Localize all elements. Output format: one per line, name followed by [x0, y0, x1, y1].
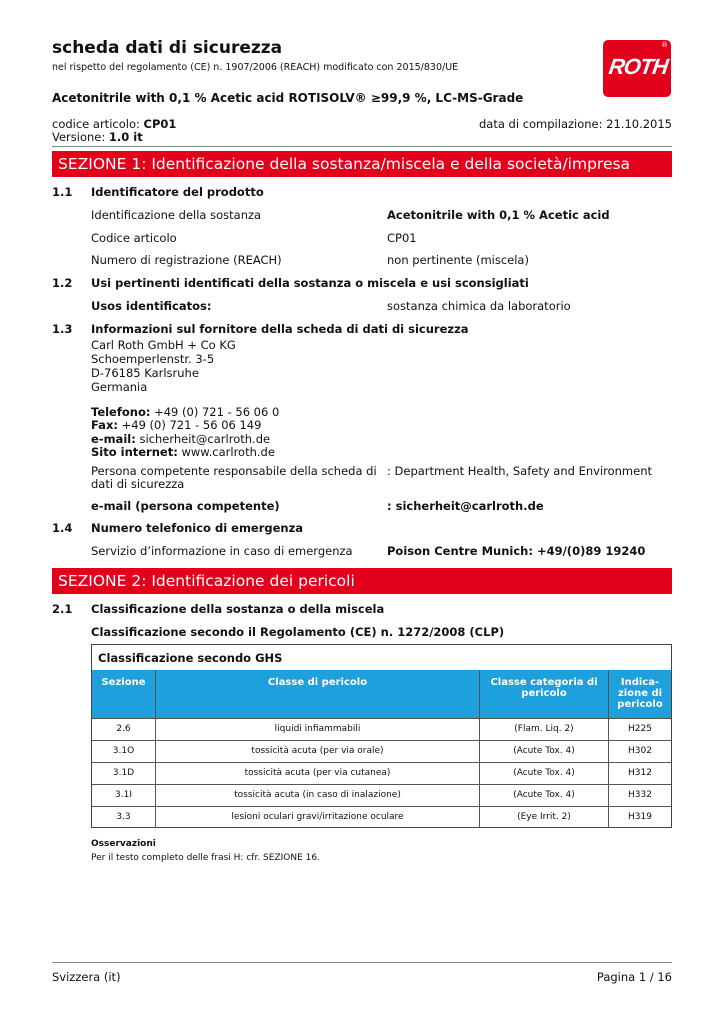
registered-mark: ®: [661, 41, 668, 49]
table-row: [92, 718, 671, 741]
fax-line: [91, 418, 261, 432]
field-label: Numero di registrazione (REACH): [91, 253, 282, 267]
article-code-label: codice articolo:: [52, 117, 140, 131]
cell-h-code: H319: [628, 812, 652, 822]
column-header-text: pericolo: [521, 688, 567, 699]
compilation-date: data di compilazione: 21.10.2015: [478, 117, 672, 131]
cell-classe: lesioni oculari gravi/irritazione oculare: [231, 812, 404, 822]
column-header-classe: [156, 677, 479, 688]
cell-classe: tossicità acuta (per via cutanea): [244, 768, 391, 778]
column-header-text: Sezione: [101, 677, 146, 688]
subsection-heading: Identificatore del prodotto: [91, 185, 264, 199]
field-value: non pertinente (miscela): [387, 253, 529, 267]
section-number: 1.2: [52, 276, 73, 290]
document-subtitle: nel rispetto del regolamento (CE) n. 1907/2006 (REACH) modificato con 2015/830/UE: [52, 62, 459, 73]
field-value: sostanza chimica da laboratorio: [387, 299, 571, 313]
section-number: 2.1: [52, 602, 73, 616]
clp-heading: Classificazione secondo il Regolamento (CE) n. 1272/2008 (CLP): [91, 625, 505, 639]
cell-categoria: (Flam. Liq. 2): [514, 724, 574, 734]
cell-sezione: 3.1O: [112, 746, 135, 756]
cell-sezione: 3.1D: [112, 768, 135, 778]
website-label: Sito internet:: [91, 445, 178, 459]
email-value: sicherheit@carlroth.de: [135, 432, 271, 446]
cell-classe: tossicità acuta (in caso di inalazione): [234, 790, 401, 800]
article-code-line: [52, 117, 176, 131]
cell-h-code: H225: [628, 724, 652, 734]
section-number: 1.3: [52, 322, 73, 336]
cell-sezione: 3.3: [116, 812, 131, 822]
roth-logo: [603, 40, 671, 97]
address-line: Carl Roth GmbH + Co KG: [91, 338, 236, 352]
footer-country: Svizzera (it): [52, 970, 121, 984]
cell-classe: tossicità acuta (per via orale): [251, 746, 384, 756]
field-value: CP01: [387, 231, 417, 245]
column-header-indicazione: [609, 677, 671, 710]
column-header-text: zione di: [617, 688, 663, 699]
section-number: 1.1: [52, 185, 73, 199]
field-label: Codice articolo: [91, 231, 177, 245]
section-number: 1.4: [52, 521, 73, 535]
fax-value: +49 (0) 721 - 56 06 149: [117, 418, 262, 432]
subsection-heading: Numero telefonico di emergenza: [91, 521, 304, 535]
cell-h-code: H332: [628, 790, 652, 800]
logo-text: ROTH: [607, 54, 670, 79]
table-row: [92, 806, 671, 829]
table-header: [92, 670, 671, 718]
field-label: Usos identificatos:: [91, 299, 212, 313]
column-header-text: Classe di pericolo: [267, 677, 368, 688]
version-value: 1.0 it: [108, 130, 143, 144]
phone-line: [91, 405, 279, 419]
competent-person-label: Persona competente responsabile della scheda di: [91, 464, 377, 478]
table-row: [92, 740, 671, 763]
product-name: Acetonitrile with 0,1 % Acetic acid ROTISOLV® ≥99,9 %, LC-MS-Grade: [52, 91, 524, 105]
website-value: www.carlroth.de: [177, 445, 275, 459]
column-header-text: Indica-: [620, 677, 660, 688]
subsection-heading: Informazioni sul fornitore della scheda di dati di sicurezza: [91, 322, 469, 336]
cell-classe: liquidi infiammabili: [274, 724, 361, 734]
table-title: Classificazione secondo GHS: [98, 651, 283, 665]
footer-divider: [52, 962, 672, 963]
ghs-classification-table: [91, 644, 672, 828]
cell-h-code: H302: [628, 746, 652, 756]
field-label: Identificazione della sostanza: [91, 208, 262, 222]
column-header-categoria: [480, 677, 608, 699]
address-line: D-76185 Karlsruhe: [91, 366, 199, 380]
header-divider: [52, 146, 672, 147]
section-1-heading: SEZIONE 1: Identificazione della sostanza/miscela e della società/impresa: [52, 151, 672, 177]
document-title: scheda dati di sicurezza: [52, 38, 283, 58]
column-header-text: Classe categoria di: [490, 677, 598, 688]
phone-value: +49 (0) 721 - 56 06 0: [150, 405, 280, 419]
cell-sezione: 2.6: [116, 724, 131, 734]
website-line: [91, 445, 275, 459]
version-line: [52, 130, 143, 144]
table-row: [92, 784, 671, 807]
version-label: Versione:: [52, 130, 106, 144]
page-number: Pagina 1 / 16: [596, 970, 672, 984]
emergency-value: Poison Centre Munich: +49/(0)89 19240: [387, 544, 646, 558]
section-2-heading: SEZIONE 2: Identificazione dei pericoli: [52, 568, 672, 594]
phone-label: Telefono:: [91, 405, 151, 419]
subsection-heading: Usi pertinenti identificati della sostanza o miscela e usi sconsigliati: [91, 276, 529, 290]
fax-label: Fax:: [91, 418, 118, 432]
email-line: [91, 432, 270, 446]
cell-categoria: (Acute Tox. 4): [513, 746, 575, 756]
emergency-label: Servizio d’informazione in caso di emergenza: [91, 544, 353, 558]
cell-sezione: 3.1I: [115, 790, 132, 800]
competent-person-value: : Department Health, Safety and Environment: [387, 464, 653, 478]
cell-h-code: H312: [628, 768, 652, 778]
cell-categoria: (Acute Tox. 4): [513, 790, 575, 800]
address-line: Schoemperlenstr. 3-5: [91, 352, 215, 366]
column-header-sezione: [92, 677, 155, 688]
column-header-text: pericolo: [617, 699, 663, 710]
remarks-text: Per il testo completo delle frasi H: cfr. SEZIONE 16.: [91, 853, 320, 863]
remarks-title: Osservazioni: [91, 839, 156, 849]
address-line: Germania: [91, 380, 148, 394]
competent-person-label-cont: dati di sicurezza: [91, 477, 185, 491]
cell-categoria: (Acute Tox. 4): [513, 768, 575, 778]
subsection-heading: Classificazione della sostanza o della miscela: [91, 602, 385, 616]
competent-email-label: e-mail (persona competente): [91, 499, 280, 513]
table-row: [92, 762, 671, 785]
cell-categoria: (Eye Irrit. 2): [517, 812, 571, 822]
field-value: Acetonitrile with 0,1 % Acetic acid: [387, 208, 610, 222]
competent-email-value: : sicherheit@carlroth.de: [387, 499, 544, 513]
article-code: CP01: [143, 117, 177, 131]
email-label: e-mail:: [91, 432, 136, 446]
